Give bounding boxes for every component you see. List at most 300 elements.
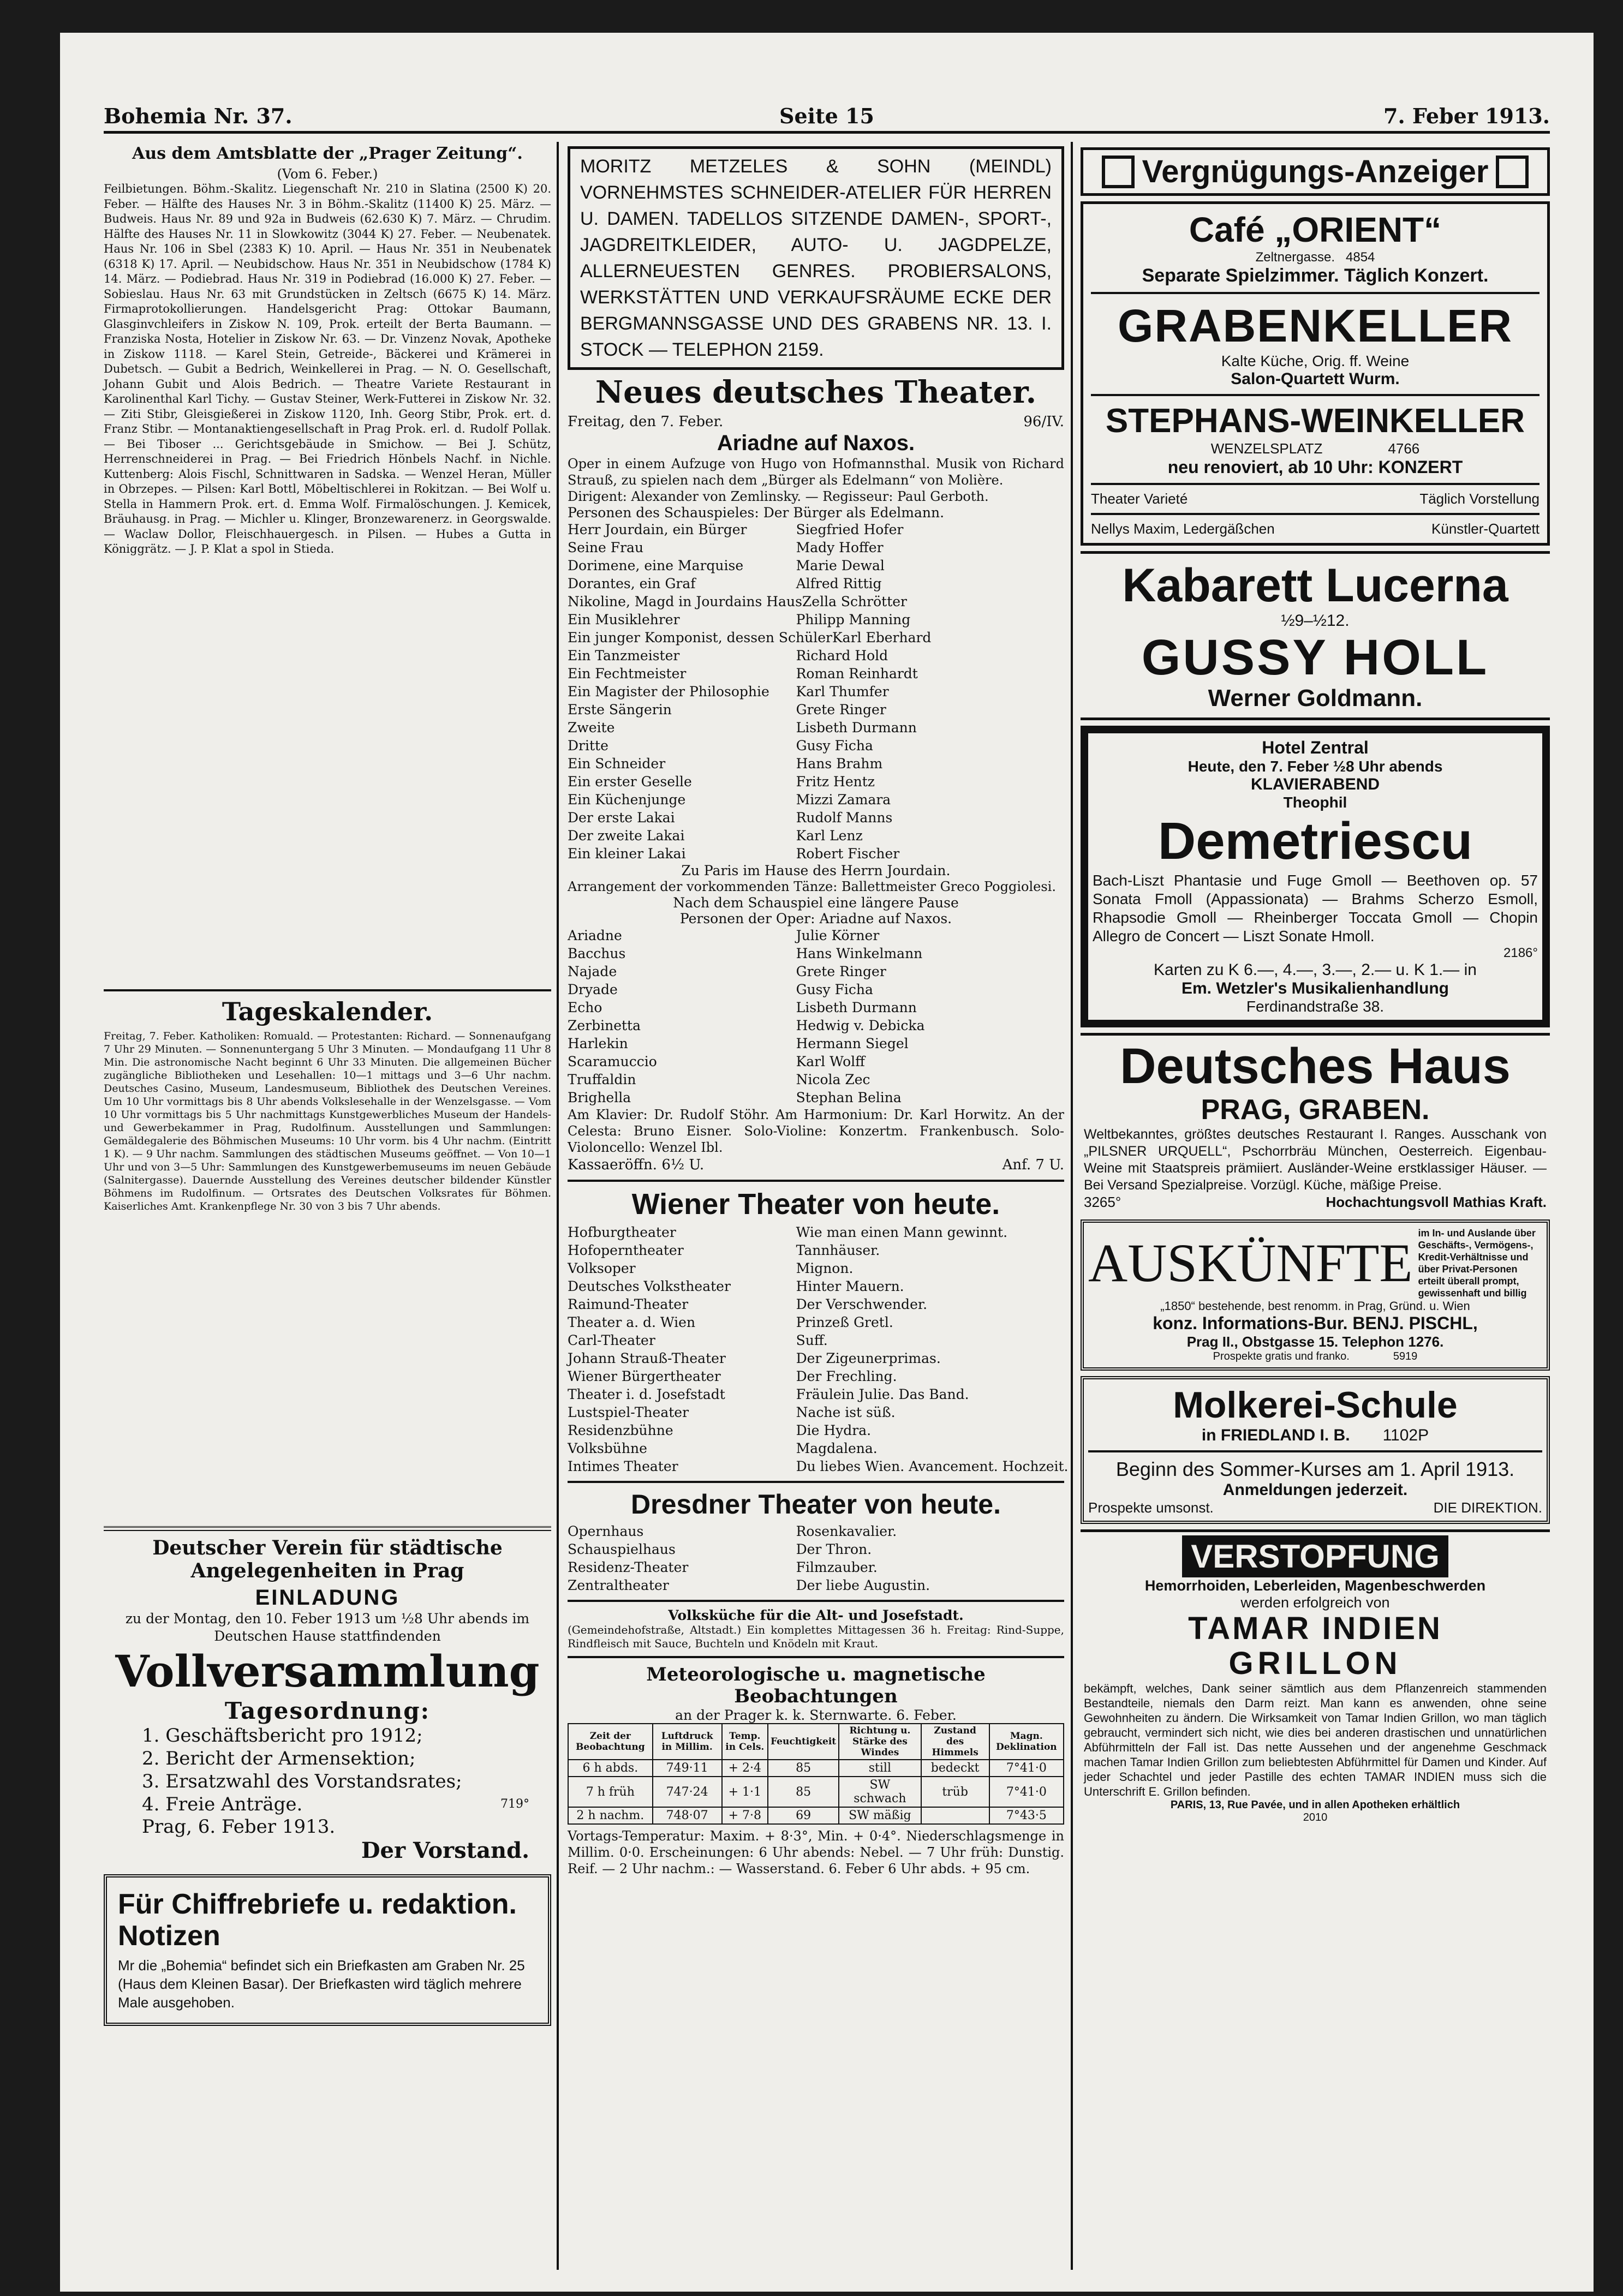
list-item: [568, 593, 1064, 611]
list-item: [568, 1349, 1064, 1367]
met-header-cell: Temp. in Cels.: [722, 1724, 768, 1760]
metzeles-text: MORITZ METZELES & SOHN (MEINDL) VORNEHMSTES SCHNEIDER-ATELIER FÜR HERREN U. DAMEN. TADELLOS SITZENDE DAMEN-, SPORT-, JAGDREITKLEIDER, AUTO- U. JAGDPELZE, ALLERNEUESTEN GENRES. PROBIERSALONS, WERKSTÄTTEN UND VERKAUFSRÄUME ECKE DER BERGMANNSGASSE UND DES GRABENS NR. 13. I. STOCK — TELEPHON 2159.: [580, 156, 1052, 360]
list-item: [568, 1403, 1064, 1421]
list-item: [568, 1313, 1064, 1331]
performer-label: Mignon.: [796, 1260, 854, 1276]
amtsblatt-body: Feilbietungen. Böhm.-Skalitz. Liegenschaft Nr. 210 in Slatina (2500 K) 20. Feber. — Hälfte des Hauses Nr. 3 in Böhm.-Skalitz (11400 K) 25. März. — Budweis. Haus Nr. 89 und 92a in Budweis (62.630 K) 7. März. — Chrudim. Hälfte des Hauses Nr. 11 in Slowkowitz (3044 K) 27. Feber. — Neubenatek. Haus Nr. 106 in Sbel (2383 K) 10. April. — Haus Nr. 351 in Neubenatek (6318 K) 17. April. — Neubidschow. Haus Nr. 351 in Neubidschow (1784 K) 14. März. — Podiebrad. Haus Nr. 319 in Podiebrad (16.000 K) 27. Feber. — Sobieslau. Haus Nr. 63 mit Grundstücken in Zeltsch (6675 K) 14. März. Firmaprotokollierungen. Handelsgericht Prag: Ottokar Baumann, Glasginvchleifers in Ziskow N. 109, Prok. erteilt der Berta Baumann. — Franziska Nosta, Hotelier in Ziskow Nr. 63. — Dr. Vinzenz Novak, Apotheke in Ziskow 1118. — Karel Stein, Getreide-, Bäckerei und Krämerei in Dubetsch. — Gubit a Bedrich, Weinkellerei in Prag. — N. O. Gesellschaft, Johann Gubit und Alois Bedrich. — Theatre Variete Restaurant in Karolinenthal Karl Tichy. — Gustav Steiner, Werk-Futterei in Ziskow Nr. 32. — Ziti Stibr, Gleisgießerei in Ziskow 1120, Inh. Georg Stibr, Prok. ert. d. Franz Stibr. — Montanaktiengesellschaft in Prag Prok. erl. d. Rudolf Pollak. — Bei Tiboser ... Gerichtsgebäude in Smichow. — Bei J. Schütz, Herrenschneiderei in Prag. — Bei Friedrich Hönbels Nachf. in Nichle. Kuttenberg: Alois Fischl, Schnittwaren in Sadska. — Wenzel Heran, Müller in Obrzepes. — Pilsen: Karl Bottl, Möbeltischlerei in Rokitzan. — Bei Wolf u. Stella in Hammern Prok. ert. d. Emma Wolf. Firmalöschungen. J. Kemicek, Bräuhausg. in Prag. — Michler u. Klinger, Bronzewarenerz. in Georgswalde. — Waclaw Dollor, Fleischhauergesch. in Pilsen. — Hubes a Gutta in Königgrätz. — J. P. Klat a spol in Stieda.: [104, 182, 551, 555]
divider: [1091, 394, 1540, 396]
tageskalender-title: Tageskalender.: [222, 997, 433, 1026]
divider: [568, 1180, 1064, 1182]
ausk-right: im In- und Auslande über Geschäfts-, Vermögens-, Kredit-Verhältnisse und über Privat-Personen erteilt überall prompt, gewissenhaft und billig: [1418, 1228, 1536, 1299]
met-title: Meteorologische u. magnetische Beobachtungen: [646, 1664, 986, 1707]
variete-a: Theater Varieté: [1091, 491, 1188, 507]
header-center: Seite 15: [779, 104, 874, 128]
met-cell: 85: [768, 1777, 839, 1807]
performer-label: Julie Körner: [796, 928, 880, 943]
ornament-icon: [1496, 156, 1529, 188]
role-label: Ein Magister der Philosophie: [568, 684, 769, 699]
role-label: Der erste Lakai: [568, 810, 675, 826]
performer-label: Fräulein Julie. Das Band.: [796, 1386, 969, 1402]
ausk-line1: „1850“ bestehende, best renomm. in Prag, Gründ. u. Wien: [1160, 1299, 1470, 1313]
verein-agenda: [104, 1724, 551, 1816]
performer-label: Karl Wolff: [796, 1054, 865, 1069]
lucerna-ad: [1081, 551, 1550, 720]
wien-title: Wiener Theater von heute.: [631, 1188, 1000, 1221]
program-code: 2186°: [1503, 946, 1538, 960]
met-foot: Vortags-Temperatur: Maxim. + 8·3°, Min. + 0·4°. Niederschlagsmenge in Millim. 0·0. Erscheinungen: 6 Uhr abends: Nebel. — 7 Uhr früh: Dunstig. Reif. — 2 Uhr nachm.: — Wasserstand. 6. Feber 6 Uhr abds. + 95 cm.: [568, 1828, 1064, 1876]
amtsblatt-title: Aus dem Amtsblatte der „Prager Zeitung“.: [132, 144, 523, 163]
list-item: [568, 737, 1064, 755]
list-item: [568, 1295, 1064, 1313]
metzeles-ad: [568, 146, 1064, 370]
ausk-addr: Prag II., Obstgasse 15. Telephon 1276.: [1186, 1334, 1444, 1350]
performer-label: Magdalena.: [796, 1440, 878, 1456]
met-cell: 2 h nachm.: [568, 1807, 653, 1824]
performer-label: Hans Brahm: [796, 756, 883, 772]
deutsches-haus-ad: [1081, 1033, 1550, 1214]
performer-label: Karl Thumfer: [796, 684, 889, 699]
list-item: [568, 1071, 1064, 1089]
divider: [568, 1481, 1064, 1483]
molk-place: in FRIEDLAND I. B.: [1201, 1426, 1350, 1444]
list-item: [568, 1053, 1064, 1071]
role-label: Truffaldin: [568, 1072, 636, 1087]
verein-code: 719°: [500, 1797, 529, 1811]
karten: Karten zu K 6.—, 4.—, 3.—, 2.— u. K 1.— in: [1154, 961, 1477, 979]
performer-label: Grete Ringer: [796, 964, 886, 979]
performer-label: Robert Fischer: [796, 846, 900, 862]
lucerna-time: ½9–½12.: [1281, 612, 1350, 630]
divider: [1091, 292, 1540, 294]
list-item: [568, 1540, 1064, 1558]
header-right: 7. Feber 1913.: [1383, 104, 1550, 128]
role-label: Volksoper: [568, 1260, 636, 1276]
met-cell: still: [839, 1760, 921, 1777]
scene1: Zu Paris im Hause des Herrn Jourdain.: [681, 863, 951, 878]
met-cell: SW mäßig: [839, 1807, 921, 1824]
kassa: Kassaeröffn. 6½ U.: [568, 1157, 705, 1173]
performer-label: Der Zigeunerprimas.: [796, 1350, 941, 1366]
met-header-cell: Zustand des Himmels: [921, 1724, 989, 1760]
stephans-line: neu renoviert, ab 10 Uhr: KONZERT: [1167, 457, 1463, 477]
role-label: Der zweite Lakai: [568, 828, 685, 844]
met-cell: + 7·8: [722, 1807, 768, 1824]
divider: [568, 1656, 1064, 1658]
list-item: [568, 629, 1064, 647]
agenda-item: 3. Ersatzwahl des Vorstandsrates;: [142, 1771, 462, 1792]
stephans-addr: WENZELSPLATZ: [1210, 440, 1323, 457]
role-label: Opernhaus: [568, 1523, 644, 1539]
verstopfung: VERSTOPFUNG: [1182, 1535, 1448, 1577]
performer-label: Fritz Hentz: [796, 774, 875, 790]
list-item: [568, 1259, 1064, 1277]
wetzler: Em. Wetzler's Musikalienhandlung: [1181, 979, 1449, 997]
role-label: Dritte: [568, 738, 608, 754]
role-label: Ein Schneider: [568, 756, 666, 772]
performer-label: Stephan Belina: [796, 1090, 902, 1105]
molk-pros: Prospekte umsonst.: [1088, 1499, 1214, 1516]
role-label: Herr Jourdain, ein Bürger: [568, 522, 747, 537]
performer-label: Lisbeth Durmann: [796, 1000, 917, 1015]
role-label: Intimes Theater: [568, 1458, 678, 1474]
list-item: [568, 701, 1064, 719]
zentral-title: Hotel Zentral: [1262, 738, 1369, 757]
dresden-list: [568, 1522, 1064, 1594]
cafe-line: Separate Spielzimmer. Täglich Konzert.: [1142, 265, 1489, 286]
met-cell: + 2·4: [722, 1760, 768, 1777]
divider: [1091, 513, 1540, 515]
performer-label: Der Frechling.: [796, 1368, 897, 1384]
dh-body: Weltbekanntes, größtes deutsches Restaurant I. Ranges. Ausschank von „PILSNER URQUELL“, Pschorrbräu München, Oesterreich. Eigenbau-Weine mit Staatspreis prämiiert. Ausländer-Weine erstklassiger Häuser. — Bei Versand Spezialpreise. Vorzügl. Küche, mäßige Preise.: [1084, 1127, 1547, 1193]
list-item: [568, 647, 1064, 665]
performer-label: Die Hydra.: [796, 1422, 872, 1438]
role-label: Ein Fechtmeister: [568, 666, 687, 681]
role-label: Hofoperntheater: [568, 1242, 684, 1258]
dh-title: Deutsches Haus: [1120, 1038, 1511, 1094]
role-label: Hofburgtheater: [568, 1224, 676, 1240]
list-item: [568, 809, 1064, 827]
verein-place: Prag, 6. Feber 1913.: [142, 1816, 336, 1838]
dresden-title: Dresdner Theater von heute.: [631, 1489, 1001, 1520]
ausk-code: 5919: [1393, 1350, 1418, 1362]
graben-line1: Kalte Küche, Orig. ff. Weine: [1221, 352, 1410, 369]
ausk-foot: Prospekte gratis und franko.: [1213, 1350, 1350, 1362]
performer-label: Siegfried Hofer: [796, 522, 904, 537]
divider: [104, 1526, 551, 1531]
tamar-body: bekämpft, welches, Dank seiner sämtlich aus dem Pflanzenreich stammenden Bestandteile, niemals den Darm reizt. Man kann es anwenden, ohne seine Gewohnheiten zu ändern. Die Wirksamkeit von Tamar Indien Grillon, wo man täglich gebraucht, vermindert sich nicht, wie dies bei anderen drastischen und unnatürlichen Abführmitteln der Fall ist. Das nette Aussehen und der angenehme Geschmack machen Tamar Indien Grillon zum beliebtesten Abführmittel für Damen und Kinder. Auf jeder Schachtel und jeder Pastille des echten TAMAR INDIEN muss sich die Unterschrift E. Grillon befinden.: [1084, 1682, 1547, 1798]
role-label: Seine Frau: [568, 540, 644, 555]
theophil: Theophil: [1283, 794, 1347, 811]
werner-goldmann: Werner Goldmann.: [1208, 685, 1423, 711]
met-header-cell: Feuchtigkeit: [768, 1724, 839, 1760]
molk-title: Molkerei-Schule: [1173, 1384, 1458, 1426]
column-2: [568, 142, 1069, 2270]
cast1-title: Personen des Schauspieles: Der Bürger als Edelmann.: [568, 505, 945, 521]
role-label: Johann Strauß-Theater: [568, 1350, 726, 1366]
role-label: Ariadne: [568, 928, 622, 943]
list-item: [568, 665, 1064, 683]
verein-einladung: EINLADUNG: [255, 1586, 400, 1610]
role-label: Theater a. d. Wien: [568, 1314, 696, 1330]
role-label: Schauspielhaus: [568, 1541, 676, 1557]
met-row: [568, 1807, 1064, 1824]
stephans-code: 4766: [1388, 440, 1420, 457]
met-cell: 7 h früh: [568, 1777, 653, 1807]
role-label: Harlekin: [568, 1036, 628, 1051]
performer-label: Grete Ringer: [796, 702, 886, 717]
performer-label: Lisbeth Durmann: [796, 720, 917, 736]
cafe-orient-ad: [1081, 201, 1550, 546]
divider: [104, 989, 551, 991]
column-3: [1081, 142, 1550, 2270]
tamar2: GRILLON: [1228, 1646, 1402, 1681]
molk-line: Beginn des Sommer-Kurses am 1. April 1913.: [1115, 1458, 1515, 1480]
performer-label: Richard Hold: [796, 648, 888, 663]
performer-label: Der Thron.: [796, 1541, 872, 1557]
role-label: Echo: [568, 1000, 602, 1015]
role-label: Ein kleiner Lakai: [568, 846, 686, 862]
ndt-title: Neues deutsches Theater.: [595, 374, 1037, 410]
performer-label: Karl Eberhard: [832, 630, 932, 645]
list-item: [568, 1241, 1064, 1259]
role-label: Lustspiel-Theater: [568, 1404, 689, 1420]
agenda-item: 1. Geschäftsbericht pro 1912;: [142, 1725, 423, 1747]
klavierabend: KLAVIERABEND: [1250, 775, 1380, 793]
performer-label: Der liebe Augustin.: [796, 1577, 930, 1593]
role-label: Nikoline, Magd in Jourdains Haus: [568, 594, 802, 609]
cafe-code: 4854: [1346, 250, 1375, 265]
auskuenfte-ad: [1081, 1219, 1550, 1371]
met-cell: 7°41·0: [989, 1760, 1064, 1777]
hotel-zentral-ad: [1081, 726, 1550, 1027]
divider: [1091, 483, 1540, 485]
verein-vollversammlung: Vollversammlung: [115, 1646, 540, 1697]
performer-label: Tannhäuser.: [796, 1242, 880, 1258]
cast1-list: [568, 521, 1064, 863]
performer-label: Karl Lenz: [796, 828, 863, 844]
list-item: [568, 944, 1064, 962]
cafe-addr: Zeltnergasse.: [1255, 250, 1335, 265]
list-item: [568, 557, 1064, 575]
met-header-cell: Magn. Deklination: [989, 1724, 1064, 1760]
verein-agenda-title: Tagesordnung:: [224, 1697, 431, 1724]
list-item: [568, 1017, 1064, 1035]
nellys-b: Künstler-Quartett: [1431, 521, 1540, 537]
list-item: [568, 539, 1064, 557]
met-cell: 6 h abds.: [568, 1760, 653, 1777]
page-header: [104, 104, 1550, 134]
list-item: [568, 773, 1064, 791]
performer-label: Mizzi Zamara: [796, 792, 891, 808]
role-label: Ein Musiklehrer: [568, 612, 680, 627]
tamar1: TAMAR INDIEN: [1188, 1611, 1442, 1646]
met-cell: SW schwach: [839, 1777, 921, 1807]
list-item: [568, 1558, 1064, 1576]
performer-label: Philipp Manning: [796, 612, 911, 627]
list-item: [568, 521, 1064, 539]
performer-label: Suff.: [796, 1332, 828, 1348]
role-label: Scaramuccio: [568, 1054, 657, 1069]
list-item: [568, 1367, 1064, 1385]
chiffre-text: Mr die „Bohemia“ befindet sich ein Briefkasten am Graben Nr. 25 (Haus dem Kleinen Basar). Der Briefkasten wird täglich mehrere Male ausgehoben.: [118, 1957, 525, 2011]
list-item: [568, 926, 1064, 944]
stephans: STEPHANS-WEINKELLER: [1105, 402, 1525, 440]
performer-label: Rosenkavalier.: [796, 1523, 897, 1539]
kitchen-body: (Gemeindehofstraße, Altstadt.) Ein komplettes Mittagessen 36 h. Freitag: Rind-Suppe, Rindfleisch mit Sauce, Buchteln und Knödeln mit Kraut.: [568, 1623, 1064, 1650]
ndt-date: Freitag, den 7. Feber.: [568, 414, 724, 430]
role-label: Zerbinetta: [568, 1018, 641, 1033]
grabenkeller: GRABENKELLER: [1117, 300, 1513, 351]
met-table: [568, 1723, 1064, 1825]
role-label: Ein Tanzmeister: [568, 648, 680, 663]
dh-code: 3265°: [1084, 1194, 1121, 1210]
cast2-list: [568, 926, 1064, 1107]
list-item: [568, 1089, 1064, 1107]
role-label: Ein erster Geselle: [568, 774, 692, 790]
role-label: Carl-Theater: [568, 1332, 655, 1348]
vergn-title: Vergnügungs-Anzeiger: [1142, 154, 1489, 189]
agenda-item: 4. Freie Anträge.: [142, 1793, 303, 1815]
column-1: [104, 142, 551, 2270]
ornament-icon: [1102, 156, 1135, 188]
list-item: [568, 998, 1064, 1017]
amtsblatt-date: (Vom 6. Feber.): [277, 166, 378, 182]
met-cell: bedeckt: [921, 1760, 989, 1777]
opera-title: Ariadne auf Naxos.: [717, 431, 915, 455]
list-item: [568, 1035, 1064, 1053]
performer-label: Der Verschwender.: [796, 1296, 928, 1312]
performer-label: Gusy Ficha: [796, 982, 873, 997]
met-cell: 85: [768, 1760, 839, 1777]
list-item: [568, 575, 1064, 593]
demetriescu: Demetriescu: [1157, 812, 1473, 870]
ndt-number: 96/IV.: [1023, 414, 1064, 430]
chiffre-title: Für Chiffrebriefe u. redaktion. Notizen: [118, 1888, 517, 1952]
role-label: Residenzbühne: [568, 1422, 673, 1438]
molkerei-ad: [1081, 1376, 1550, 1524]
role-label: Residenz-Theater: [568, 1559, 689, 1575]
pause: Nach dem Schauspiel eine längere Pause: [673, 895, 959, 911]
role-label: Brighella: [568, 1090, 631, 1105]
column-rule: [1071, 142, 1073, 2270]
list-item: [568, 755, 1064, 773]
variete-b: Täglich Vorstellung: [1419, 491, 1540, 507]
met-row: [568, 1777, 1064, 1807]
performer-label: Filmzauber.: [796, 1559, 878, 1575]
list-item: [568, 719, 1064, 737]
role-label: Theater i. d. Josefstadt: [568, 1386, 725, 1402]
zentral-line: Heute, den 7. Feber ½8 Uhr abends: [1188, 758, 1443, 775]
list-item: [568, 1277, 1064, 1295]
performer-label: Gusy Ficha: [796, 738, 873, 754]
performer-label: Mady Hoffer: [796, 540, 884, 555]
list-item: [568, 980, 1064, 998]
role-label: Erste Sängerin: [568, 702, 672, 717]
lucerna-title: Kabarett Lucerna: [1122, 559, 1508, 612]
met-sub: an der Prager k. k. Sternwarte. 6. Feber.: [675, 1707, 957, 1723]
performer-label: Hedwig v. Debicka: [796, 1018, 925, 1033]
list-item: [568, 1421, 1064, 1439]
molk-anm: Anmeldungen jederzeit.: [1222, 1481, 1408, 1499]
divider: [1088, 1450, 1542, 1452]
performer-label: Hans Winkelmann: [796, 946, 923, 961]
performer-label: Alfred Rittig: [796, 576, 882, 591]
chiffre-ad: [104, 1874, 551, 2026]
role-label: Zentraltheater: [568, 1577, 669, 1593]
performer-label: Wie man einen Mann gewinnt.: [796, 1224, 1008, 1240]
molk-code: 1102P: [1382, 1426, 1429, 1444]
cafe-name: Café „ORIENT“: [1189, 210, 1442, 249]
tamar-foot: PARIS, 13, Rue Pavée, und in allen Apotheken erhältlich: [1170, 1799, 1460, 1811]
verst-sub1: Hemorrhoiden, Leberleiden, Magenbeschwerden: [1144, 1577, 1486, 1594]
newspaper-page: [60, 33, 1594, 2292]
tamar-ad: [1081, 1529, 1550, 1827]
role-label: Dorantes, ein Graf: [568, 576, 696, 591]
dh-sign: Hochachtungsvoll Mathias Kraft.: [1326, 1194, 1547, 1210]
molk-dir: DIE DIREKTION.: [1433, 1499, 1542, 1516]
met-header-cell: Luftdruck in Millim.: [653, 1724, 722, 1760]
ausk-name: konz. Informations-Bur. BENJ. PISCHL,: [1153, 1313, 1478, 1333]
role-label: Volksbühne: [568, 1440, 647, 1456]
list-item: [568, 827, 1064, 845]
list-item: [568, 611, 1064, 629]
column-rule: [557, 142, 559, 2270]
agenda-item: 2. Bericht der Armensektion;: [142, 1748, 416, 1769]
list-item: [568, 1522, 1064, 1540]
list-item: [568, 845, 1064, 863]
tageskalender-body: Freitag, 7. Feber. Katholiken: Romuald. — Protestanten: Richard. — Sonnenaufgang 7 Uhr 29 Minuten. — Sonnenuntergang 5 Uhr 3 Minuten. — Mondaufgang 11 Uhr 8 Min. Die astronomische Nacht beginnt 6 Uhr 33 Minuten. Die allgemeinen Bücher zugängliche Bibliotheken und Lesehallen: 10—1 mittags und 3—6 Uhr nachm. Deutsches Casino, Museum, Landesmuseum, Bibliothek des Deutschen Vereines. Um 10 Uhr vormittags bis 8 Uhr abends Volkslesehalle in der Wenzelsgasse. — Vom 10 Uhr vormittags bis 5 Uhr nachmittags Kunstgewerbliches Museum der Handels- und Gewerbekammer in Prag, Rudolfinum. Ausstellungen und Sammlungen: Gemäldegalerie des Böhmischen Museums: 10 Uhr vorm. bis 4 Uhr nachm. (Eintritt 1 K). — 9 Uhr nachm. Sammlungen des städtischen Museums geöffnet. — Von 10—1 Uhr und von 3—5 Uhr: Sammlungen des Kunstgewerbemuseums im neuen Gebäude (Salnitergasse). Dauernde Ausstellung des Vereines deutscher bildender Künstler Böhmens im Rudolfinum. — Ortsrates des Deutschen Volksrates für Böhmen. Kaiserliches Amt. Krankenpflege Nr. 30 von 3 bis 7 Uhr abends.: [104, 1030, 551, 1212]
role-label: Wiener Bürgertheater: [568, 1368, 721, 1384]
nellys-a: Nellys Maxim, Ledergäßchen: [1091, 521, 1275, 537]
graben-line2: Salon-Quartett Wurm.: [1231, 370, 1400, 388]
role-label: Deutsches Volkstheater: [568, 1278, 731, 1294]
performer-label: Nache ist süß.: [796, 1404, 896, 1420]
list-item: [568, 791, 1064, 809]
anfang: Anf. 7 U.: [1002, 1157, 1064, 1173]
verst-sub2: werden erfolgreich von: [1240, 1594, 1390, 1611]
role-label: Raimund-Theater: [568, 1296, 689, 1312]
ausk-title: AUSKÜNFTE: [1088, 1233, 1413, 1293]
performer-label: Du liebes Wien. Avancement. Hochzeit.: [796, 1458, 1069, 1474]
wetzler-addr: Ferdinandstraße 38.: [1246, 998, 1385, 1015]
list-item: [568, 1385, 1064, 1403]
performer-label: Rudolf Manns: [796, 810, 893, 826]
cast2-title: Personen der Oper: Ariadne auf Naxos.: [679, 911, 952, 926]
role-label: Ein Küchenjunge: [568, 792, 686, 808]
list-item: [568, 683, 1064, 701]
opera-desc: Oper in einem Aufzuge von Hugo von Hofmannsthal. Musik von Richard Strauß, zu spielen nach dem „Bürger als Edelmann“ von Molière.: [568, 456, 1064, 488]
conductor: Dirigent: Alexander von Zemlinsky. — Regisseur: Paul Gerboth.: [568, 489, 989, 504]
met-cell: 69: [768, 1807, 839, 1824]
program: Bach-Liszt Phantasie und Fuge Gmoll — Beethoven op. 57 Sonata Fmoll (Appassionata) — Brahms Scherzo Esmoll, Rhapsodie Gmoll — Rheinberger Toccata Gmoll — Chopin Allegro de Concert — Liszt Sonate Hmoll.: [1093, 872, 1538, 944]
performer-label: Zella Schrötter: [802, 594, 907, 609]
tamar-code: 2010: [1303, 1811, 1328, 1823]
performer-label: Nicola Zec: [796, 1072, 870, 1087]
list-item: [568, 962, 1064, 980]
vergnuegungs-anzeiger: [1081, 147, 1550, 196]
kitchen-title: Volksküche für die Alt- und Josefstadt.: [668, 1607, 964, 1623]
list-item: [568, 1576, 1064, 1594]
arrangement: Arrangement der vorkommenden Tänze: Ballettmeister Greco Poggiolesi.: [568, 879, 1056, 894]
list-item: [568, 1331, 1064, 1349]
role-label: Zweite: [568, 720, 615, 736]
performer-label: Prinzeß Gretl.: [796, 1314, 893, 1330]
header-left: Bohemia Nr. 37.: [104, 104, 293, 128]
met-header-cell: Zeit der Beobachtung: [568, 1724, 653, 1760]
divider: [568, 1600, 1064, 1602]
met-cell: 7°43·5: [989, 1807, 1064, 1824]
met-header-cell: Richtung u. Stärke des Windes: [839, 1724, 921, 1760]
met-cell: + 1·1: [722, 1777, 768, 1807]
verein-title: Deutscher Verein für städtische Angelegenheiten in Prag: [152, 1536, 503, 1582]
dh-sub: PRAG, GRABEN.: [1201, 1094, 1430, 1126]
performer-label: Hermann Siegel: [796, 1036, 909, 1051]
met-cell: 748·07: [653, 1807, 722, 1824]
performer-label: Marie Dewal: [796, 558, 885, 573]
performer-label: Hinter Mauern.: [796, 1278, 904, 1294]
role-label: Dorimene, eine Marquise: [568, 558, 744, 573]
list-item: [568, 1457, 1069, 1475]
gussy-holl: GUSSY HOLL: [1141, 630, 1489, 685]
verein-line: zu der Montag, den 10. Feber 1913 um ½8 Uhr abends im Deutschen Hause stattfindenden: [125, 1611, 530, 1644]
role-label: Najade: [568, 964, 617, 979]
met-cell: trüb: [921, 1777, 989, 1807]
met-cell: 747·24: [653, 1777, 722, 1807]
piano: Am Klavier: Dr. Rudolf Stöhr. Am Harmonium: Dr. Karl Horwitz. An der Celesta: Bruno Eisner. Solo-Violine: Konzertm. Frankenbusch. Solo-Violoncello: Wenzel Ibl.: [568, 1107, 1064, 1155]
met-row: [568, 1760, 1064, 1777]
performer-label: Roman Reinhardt: [796, 666, 918, 681]
verein-sign: Der Vorstand.: [361, 1838, 529, 1863]
